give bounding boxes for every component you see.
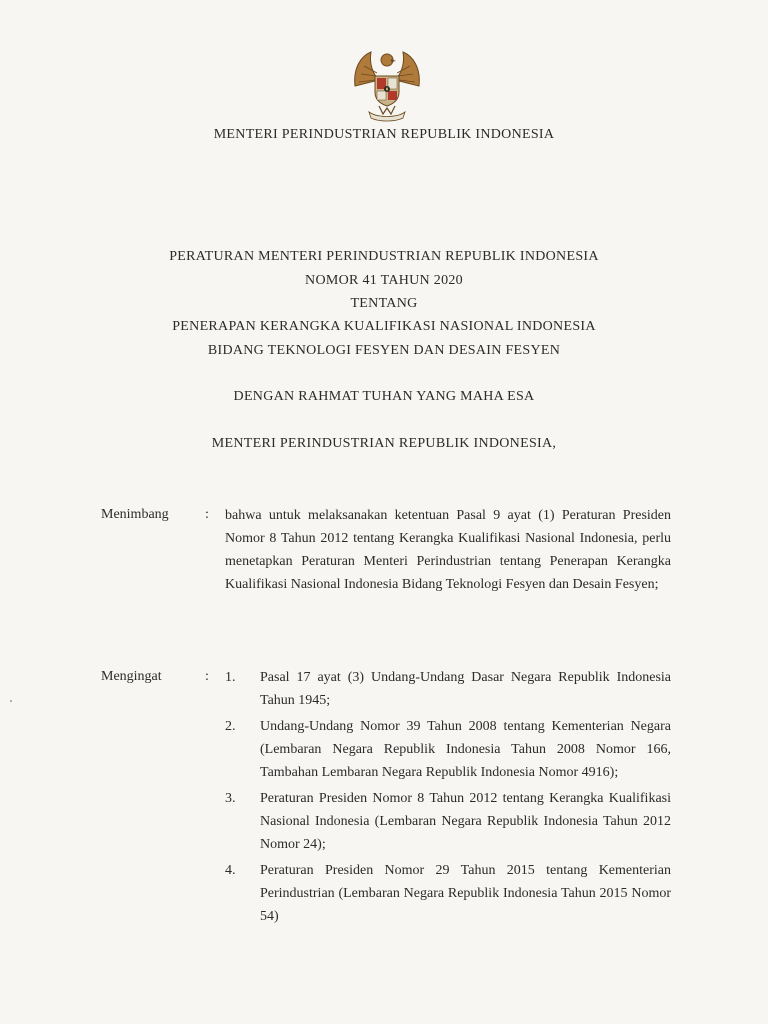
regulation-tentang: TENTANG bbox=[350, 296, 418, 311]
regulation-subject-line2: BIDANG TEKNOLOGI FESYEN DAN DESAIN FESYEN bbox=[207, 343, 561, 358]
list-item-number: 1. bbox=[225, 670, 236, 685]
list-item bbox=[225, 859, 671, 928]
ministry-heading: MENTERI PERINDUSTRIAN REPUBLIK INDONESIA bbox=[213, 127, 555, 142]
regulation-title-line1: PERATURAN MENTERI PERINDUSTRIAN REPUBLIK INDONESIA bbox=[169, 249, 599, 264]
list-item-text: Undang-Undang Nomor 39 Tahun 2008 tentang Kementerian Negara (Lembaran Negara Republik Indonesia Tahun 2008 Nomor 166, Tambahan Lembaran Negara Republik Indonesia Nomor 4916); bbox=[260, 719, 671, 780]
list-item bbox=[225, 787, 671, 856]
garuda-emblem-icon bbox=[347, 46, 427, 124]
menimbang-text: bahwa untuk melaksanakan ketentuan Pasal 9 ayat (1) Peraturan Presiden Nomor 8 Tahun 2012 tentang Kerangka Kualifikasi Nasional Indonesia, perlu menetapkan Peraturan Menteri Perindustrian tentang Penerapan Kerangka Kualifikasi Nasional Indonesia Bidang Teknologi Fesyen dan Desain Fesyen; bbox=[225, 508, 671, 592]
list-item-text: Pasal 17 ayat (3) Undang-Undang Dasar Negara Republik Indonesia Tahun 1945; bbox=[260, 670, 671, 708]
mengingat-label: Mengingat bbox=[101, 669, 162, 684]
regulation-number: NOMOR 41 TAHUN 2020 bbox=[305, 273, 463, 288]
list-item-number: 3. bbox=[225, 791, 236, 806]
list-item-number: 4. bbox=[225, 863, 236, 878]
mengingat-list bbox=[225, 666, 671, 928]
mengingat-colon: : bbox=[205, 669, 209, 684]
list-item bbox=[225, 715, 671, 784]
list-item-text: Peraturan Presiden Nomor 29 Tahun 2015 tentang Kementerian Perindustrian (Lembaran Negara Republik Indonesia Tahun 2015 Nomor 54) bbox=[260, 863, 671, 924]
blessing-line: DENGAN RAHMAT TUHAN YANG MAHA ESA bbox=[233, 389, 535, 404]
scan-speck bbox=[10, 700, 12, 702]
menimbang-label: Menimbang bbox=[101, 507, 169, 522]
issuer-line: MENTERI PERINDUSTRIAN REPUBLIK INDONESIA, bbox=[211, 436, 557, 451]
regulation-subject-line1: PENERAPAN KERANGKA KUALIFIKASI NASIONAL INDONESIA bbox=[172, 319, 596, 334]
list-item-number: 2. bbox=[225, 719, 236, 734]
list-item bbox=[225, 666, 671, 712]
menimbang-colon: : bbox=[205, 507, 209, 522]
list-item-text: Peraturan Presiden Nomor 8 Tahun 2012 tentang Kerangka Kualifikasi Nasional Indonesia (Lembaran Negara Republik Indonesia Tahun 2012 Nomor 24); bbox=[260, 791, 671, 852]
